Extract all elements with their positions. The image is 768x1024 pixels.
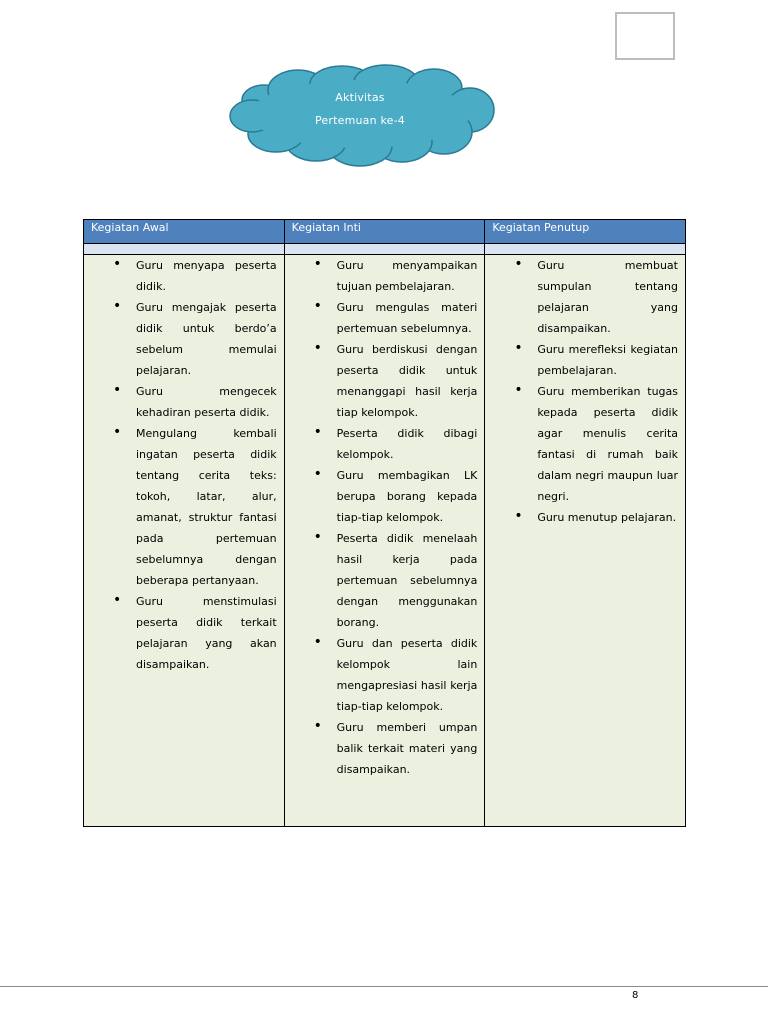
table-body-row — [84, 255, 686, 827]
cloud-subtitle: Pertemuan ke-4 — [314, 114, 406, 127]
footer-divider — [0, 986, 768, 987]
activity-cloud — [222, 62, 498, 172]
list-item: • Guru menyampaikan tujuan pembelajaran. — [285, 255, 485, 297]
list-item: • Guru memberikan tugas kepada peserta didik agar menulis cerita fantasi di rumah baik dalam negri maupun luar negri. — [485, 381, 685, 507]
kegiatan-inti-list — [285, 255, 485, 780]
list-item: • Guru mengecek kehadiran peserta didik. — [84, 381, 284, 423]
list-item: • Guru mengajak peserta didik untuk berdo’a sebelum memulai pelajaran. — [84, 297, 284, 381]
list-item: • Guru mengulas materi pertemuan sebelumnya. — [285, 297, 485, 339]
kegiatan-awal-cell — [84, 255, 285, 827]
kegiatan-penutup-list — [485, 255, 685, 528]
column-header-awal: Kegiatan Awal — [84, 220, 285, 244]
list-item: • Guru berdiskusi dengan peserta didik untuk menanggapi hasil kerja tiap kelompok. — [285, 339, 485, 423]
list-item: • Guru membuat sumpulan tentang pelajaran yang disampaikan. — [485, 255, 685, 339]
table-subheader-row — [84, 244, 686, 255]
list-item: • Guru memberi umpan balik terkait materi yang disampaikan. — [285, 717, 485, 780]
list-item: • Guru merefleksi kegiatan pembelajaran. — [485, 339, 685, 381]
column-header-penutup: Kegiatan Penutup — [485, 220, 686, 244]
subheader-cell — [485, 244, 686, 255]
list-item: • Guru menstimulasi peserta didik terkait pelajaran yang akan disampaikan. — [84, 591, 284, 675]
subheader-cell — [284, 244, 485, 255]
activities-table — [83, 219, 686, 827]
list-item: • Guru dan peserta didik kelompok lain mengapresiasi hasil kerja tiap-tiap kelompok. — [285, 633, 485, 717]
cloud-title: Aktivitas — [335, 91, 385, 104]
kegiatan-inti-cell — [284, 255, 485, 827]
kegiatan-penutup-cell — [485, 255, 686, 827]
list-item: • Guru membagikan LK berupa borang kepada tiap-tiap kelompok. — [285, 465, 485, 528]
page-corner-box — [615, 12, 675, 60]
kegiatan-awal-list — [84, 255, 284, 675]
table-header-row — [84, 220, 686, 244]
list-item: • Guru menyapa peserta didik. — [84, 255, 284, 297]
list-item: • Guru menutup pelajaran. — [485, 507, 685, 528]
subheader-cell — [84, 244, 285, 255]
list-item: • Peserta didik menelaah hasil kerja pada pertemuan sebelumnya dengan menggunakan borang. — [285, 528, 485, 633]
page-number: 8 — [632, 990, 639, 1001]
column-header-inti: Kegiatan Inti — [284, 220, 485, 244]
list-item: • Mengulang kembali ingatan peserta didik tentang cerita teks: tokoh, latar, alur, amanat, struktur fantasi pada pertemuan sebelumnya dengan beberapa pertanyaan. — [84, 423, 284, 591]
list-item: • Peserta didik dibagi kelompok. — [285, 423, 485, 465]
